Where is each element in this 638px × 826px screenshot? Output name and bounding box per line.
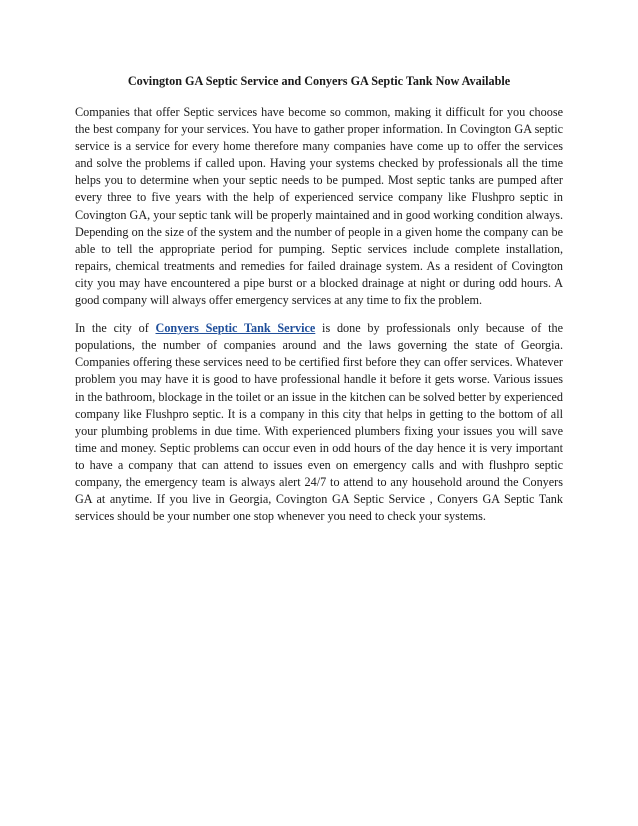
conyers-septic-tank-service-link[interactable]: Conyers Septic Tank Service <box>155 321 316 336</box>
paragraph-2-body: is done by professionals only because of the populations, the number of companies around and the laws governing the state of Georgia. Companies offering these services need to be certified first before they can offer services. Whatever problem you may have it is good to have professional handle it before it gets worse. Various issues in the bathroom, blockage in the toilet or an issue in the kitchen can be solved better by experienced company like Flushpro septic. It is a company in this city that helps in getting to the bottom of all your plumbing problems in due time. With experienced plumbers fixing your issues you will save time and money. Septic problems can occur even in odd hours of the day hence it is very important to have a company that can attend to issues even on emergency calls and with flushpro septic company, the emergency team is always alert 24/7 to attend to any household around the Conyers GA at anytime. If you live in Georgia, Covington GA Septic Service , Conyers GA Septic Tank services should be your number one stop whenever you need to check your systems. <box>75 321 563 524</box>
paragraph-1: Companies that offer Septic services have become so common, making it difficult for you choose the best company for your services. You have to gather proper information. In Covington GA septic service is a service for every home therefore many companies have come up to offer the services and solve the problems if called upon. Having your systems checked by professionals all the time helps you to determine when your septic needs to be pumped. Most septic tanks are pumped after every three to five years with the help of experienced service company like Flushpro septic in Covington GA, your septic tank will be properly maintained and in good working condition always. Depending on the size of the system and the number of people in a given home the company can be able to tell the appropriate period for pumping. Septic services include complete installation, repairs, chemical treatments and remedies for failed drainage system. As a resident of Covington city you may have encountered a pipe burst or a blocked drainage at night or during odd hours. A good company will always offer emergency services at any time to fix the problem. <box>75 105 563 308</box>
paragraph-2 <box>75 320 563 525</box>
document-title: Covington GA Septic Service and Conyers GA Septic Tank Now Available <box>127 74 511 88</box>
document-body <box>75 72 563 536</box>
paragraph-2-intro: In the city of <box>75 321 156 336</box>
